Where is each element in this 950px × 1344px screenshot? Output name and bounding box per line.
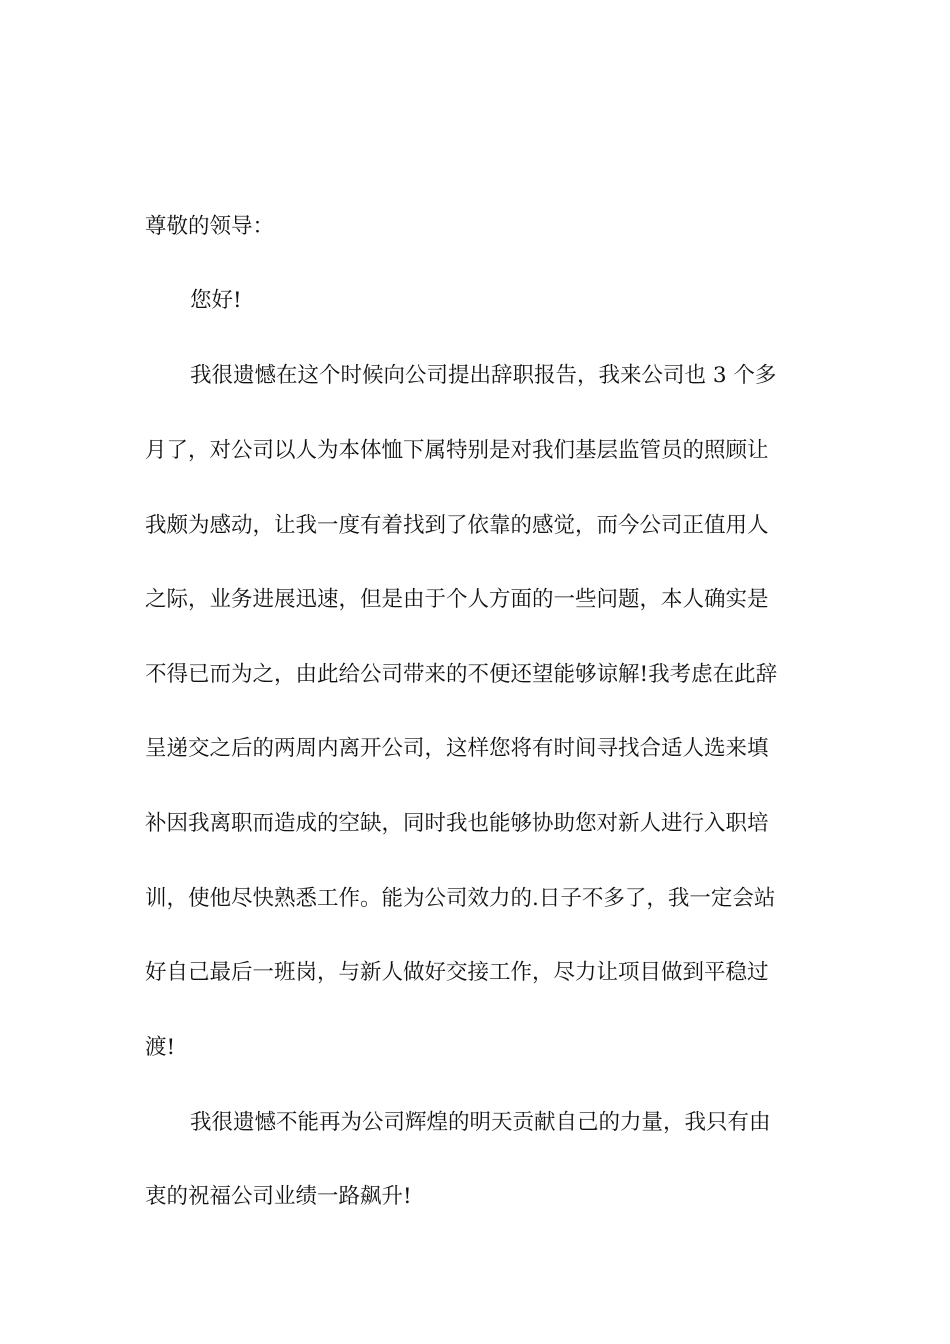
paragraph-1-line-7: 补因我离职而造成的空缺，同时我也能够协助您对新人进行入职培 (145, 811, 769, 836)
greeting: 您好! (190, 288, 242, 313)
paragraph-1-line-8: 训，使他尽快熟悉工作。能为公司效力的.日子不多了，我一定会站 (145, 886, 776, 911)
paragraph-1-line-3: 我颇为感动，让我一度有着找到了依靠的感觉，而今公司正值用人 (145, 513, 769, 538)
paragraph-1-line-2: 月了，对公司以人为本体恤下属特别是对我们基层监管员的照顾让 (145, 438, 769, 463)
paragraph-1-line-5: 不得已而为之，由此给公司带来的不便还望能够谅解!我考虑在此辞 (145, 662, 778, 687)
paragraph-1-line-4: 之际，业务进展迅速，但是由于个人方面的一些问题，本人确实是 (145, 587, 769, 612)
salutation: 尊敬的领导： (145, 214, 275, 239)
paragraph-1-line-10: 渡! (145, 1035, 176, 1060)
paragraph-1-line-1: 我很遗憾在这个时候向公司提出辞职报告，我来公司也 3 个多 (190, 363, 777, 388)
paragraph-2-line-1: 我很遗憾不能再为公司辉煌的明天贡献自己的力量，我只有由 (190, 1110, 771, 1135)
paragraph-1-line-9: 好自己最后一班岗，与新人做好交接工作，尽力让项目做到平稳过 (145, 960, 769, 985)
paragraph-1-line-6: 呈递交之后的两周内离开公司，这样您将有时间寻找合适人选来填 (145, 736, 769, 761)
paragraph-2-line-2: 衷的祝福公司业绩一路飙升! (145, 1184, 412, 1209)
